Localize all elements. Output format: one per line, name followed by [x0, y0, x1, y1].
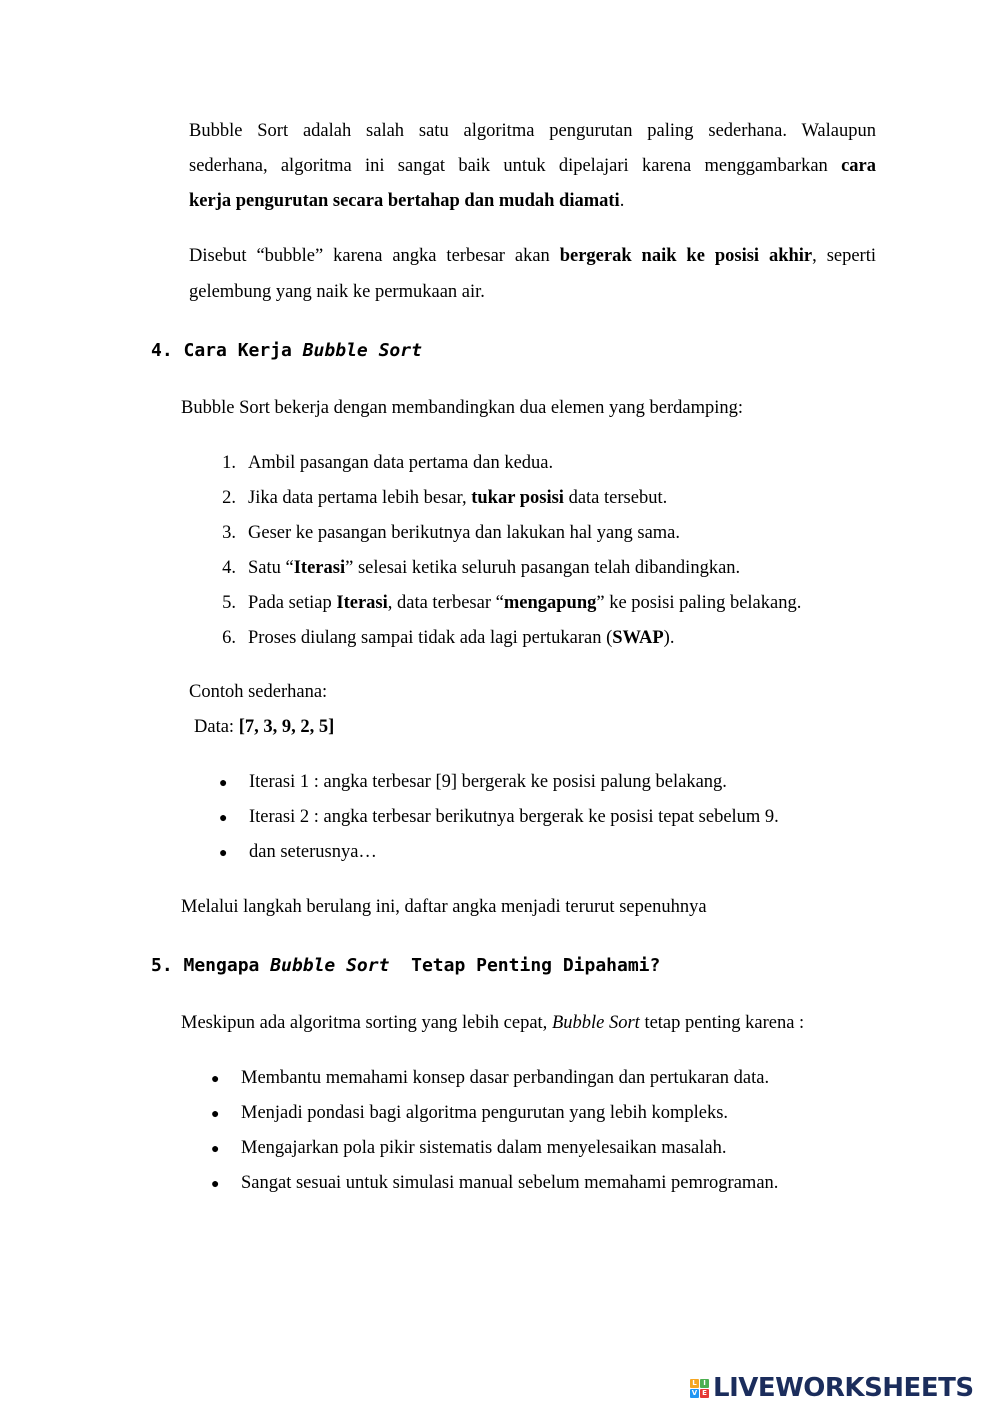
list-text: Proses diulang sampai tidak ada lagi pertukaran (: [248, 628, 613, 648]
list-text: Pada setiap: [248, 593, 337, 613]
list-text: ” selesai ketika seluruh pasangan telah dibandingkan.: [345, 558, 741, 578]
data-value: [7, 3, 9, 2, 5]: [238, 717, 335, 737]
list-text: Menjadi pondasi bagi algoritma pengurutan yang lebih kompleks.: [241, 1103, 729, 1123]
list-item: [211, 1138, 726, 1159]
heading-text: Tetap Penting Dipahami?: [389, 955, 661, 976]
list-text: Iterasi 2 : angka terbesar berikutnya bergerak ke posisi tepat sebelum 9.: [249, 807, 779, 827]
list-text: dan seterusnya…: [249, 842, 377, 862]
intro-bold: kerja pengurutan secara bertahap dan mudah diamati: [189, 191, 620, 211]
example-label: Contoh sederhana:: [189, 682, 328, 702]
list-text: , data terbesar “: [387, 593, 504, 613]
list-text: Geser ke pasangan berikutnya dan lakukan hal yang sama.: [248, 523, 681, 543]
list-text: data tersebut.: [563, 488, 668, 508]
list-item: [211, 1103, 728, 1124]
intro-p1-line2: [189, 156, 876, 177]
bullet-icon: ●: [219, 811, 228, 826]
intro-text: Disebut “bubble” karena angka terbesar akan: [189, 246, 560, 266]
list-number: 1.: [222, 453, 236, 473]
list-item: [206, 488, 667, 509]
list-text: ” ke posisi paling belakang.: [596, 593, 802, 613]
data-label: Data:: [194, 717, 239, 737]
list-item: [211, 1173, 778, 1194]
list-text: Iterasi 1 : angka terbesar [9] bergerak ke posisi palung belakang.: [249, 772, 727, 792]
list-item: [211, 1068, 769, 1089]
lead-text: tetap penting karena :: [639, 1013, 805, 1033]
intro-text: .: [619, 191, 625, 211]
logo-tiles-icon: [690, 1379, 709, 1398]
list-bold: mengapung: [503, 593, 597, 613]
heading-italic: Bubble Sort: [270, 955, 390, 976]
list-text: Membantu memahami konsep dasar perbandingan dan pertukaran data.: [241, 1068, 770, 1088]
intro-p1-line3: [189, 191, 624, 212]
list-number: 5.: [222, 593, 236, 613]
liveworksheets-logo[interactable]: [690, 1373, 974, 1403]
section5-lead: [181, 1013, 804, 1034]
list-text: Jika data pertama lebih besar,: [248, 488, 472, 508]
list-item: [206, 558, 740, 579]
list-bold: tukar posisi: [471, 488, 564, 508]
example-data: [194, 717, 334, 738]
section4-closing: Melalui langkah berulang ini, daftar angka menjadi terurut sepenuhnya: [181, 897, 707, 917]
intro-text: sederhana, algoritma ini sangat baik untuk dipelajari karena menggambarkan: [189, 156, 842, 176]
intro-p2-line2: gelembung yang naik ke permukaan air.: [189, 282, 485, 302]
list-number: 6.: [222, 628, 236, 648]
logo-text: LIVEWORKSHEETS: [713, 1373, 974, 1403]
list-bold: Iterasi: [336, 593, 388, 613]
list-text: Satu “: [248, 558, 294, 578]
list-text: ).: [663, 628, 675, 648]
list-text: Sangat sesuai untuk simulasi manual sebelum memahami pemrograman.: [241, 1173, 779, 1193]
list-item: [219, 807, 779, 828]
list-text: Ambil pasangan data pertama dan kedua.: [248, 453, 554, 473]
bullet-icon: ●: [219, 776, 228, 791]
heading-text: 5. Mengapa: [151, 955, 271, 976]
intro-text: , seperti: [812, 246, 877, 266]
logo-tile: E: [700, 1389, 709, 1398]
heading-text: 4. Cara Kerja: [151, 340, 303, 361]
list-number: 4.: [222, 558, 236, 578]
list-bold: Iterasi: [293, 558, 346, 578]
bullet-icon: ●: [211, 1072, 220, 1087]
bullet-icon: ●: [219, 846, 228, 861]
list-number: 3.: [222, 523, 236, 543]
list-item: [206, 593, 801, 614]
bullet-icon: ●: [211, 1177, 220, 1192]
bullet-icon: ●: [211, 1142, 220, 1157]
list-bold: SWAP: [612, 628, 664, 648]
logo-tile: V: [691, 1389, 698, 1397]
list-item: [206, 628, 674, 649]
lead-text: Meskipun ada algoritma sorting yang lebih cepat,: [181, 1013, 552, 1033]
bullet-icon: ●: [211, 1107, 220, 1122]
intro-bold: cara: [841, 156, 876, 176]
section5-heading: [151, 955, 660, 976]
list-item: [206, 523, 680, 544]
section4-lead: Bubble Sort bekerja dengan membandingkan dua elemen yang berdamping:: [181, 398, 744, 418]
section4-heading: [151, 340, 422, 361]
list-item: [206, 453, 553, 474]
intro-p2-line1: [189, 246, 876, 267]
heading-italic: Bubble Sort: [302, 340, 422, 361]
logo-tile: L: [690, 1379, 699, 1388]
logo-tile: I: [700, 1379, 709, 1388]
list-number: 2.: [222, 488, 236, 508]
lead-italic: Bubble Sort: [551, 1013, 640, 1033]
list-item: [219, 842, 377, 863]
list-text: Mengajarkan pola pikir sistematis dalam menyelesaikan masalah.: [241, 1138, 727, 1158]
intro-p1-line1: Bubble Sort adalah salah satu algoritma pengurutan paling sederhana. Walaupun: [189, 121, 876, 141]
intro-bold: bergerak naik ke posisi akhir: [559, 246, 813, 266]
list-item: [219, 772, 727, 793]
